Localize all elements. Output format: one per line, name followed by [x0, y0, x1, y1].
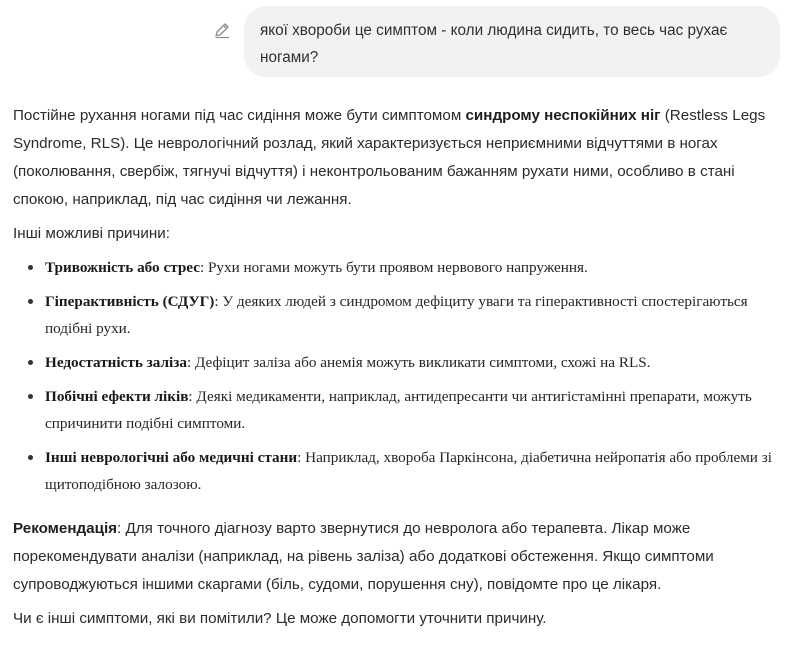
user-message-bubble: [244, 6, 780, 77]
list-item: [13, 254, 783, 281]
causes-intro: Інші можливі причини:: [13, 225, 170, 242]
cause-text: : Наприклад, хвороба Паркінсона, діабетична нейропатія або проблеми зі щитоподібною залозою.: [45, 449, 772, 493]
bullet-icon: [28, 299, 33, 304]
follow-up-question: Чи є інші симптоми, які ви помітили? Це може допомогти уточнити причину.: [13, 610, 547, 627]
bullet-icon: [28, 265, 33, 270]
causes-list: [13, 254, 783, 498]
cause-title: Інші неврологічні або медичні стани: [45, 449, 298, 466]
recommendation-text: : Для точного діагнозу варто звернутися до невролога або терапевта. Лікар може порекомендувати аналізи (наприклад, на рівень заліза) або додаткові обстеження. Якщо симптоми супроводжуються іншими скаргами (біль, судоми, порушення сну), повідомте про це лікаря.: [13, 520, 714, 593]
cause-title: Тривожність або стрес: [45, 259, 200, 276]
pencil-icon[interactable]: [212, 20, 232, 40]
list-item: [13, 288, 783, 342]
intro-bold-term: синдрому неспокійних ніг: [465, 107, 661, 124]
recommendation-label: Рекомендація: [13, 520, 118, 537]
intro-text-start: Постійне рухання ногами під час сидіння може бути симптомом: [13, 107, 466, 124]
cause-title: Побічні ефекти ліків: [45, 388, 189, 405]
cause-text: : У деяких людей з синдромом дефіциту уваги та гіперактивності спостерігаються подібні рухи.: [45, 293, 748, 337]
cause-text: : Дефіцит заліза або анемія можуть викликати симптоми, схожі на RLS.: [186, 354, 651, 371]
cause-text: : Рухи ногами можуть бути проявом нервового напруження.: [199, 259, 588, 276]
bullet-icon: [28, 360, 33, 365]
list-item: [13, 383, 783, 437]
cause-title: Гіперактивність (СДУГ): [45, 293, 215, 310]
answer-intro-paragraph: [13, 102, 783, 214]
assistant-answer: [13, 102, 783, 633]
bullet-icon: [28, 455, 33, 460]
recommendation-paragraph: [13, 515, 783, 599]
list-item: [13, 349, 783, 376]
cause-title: Недостатність заліза: [45, 354, 187, 371]
intro-text-end: (Restless Legs Syndrome, RLS). Це неврологічний розлад, який характеризується неприємними відчуттями в ногах (поколювання, свербіж, тягнучі відчуття) і неконтрольованим бажанням рухати ними, особливо в стані спокою, наприклад, під час сидіння чи лежання.: [13, 107, 766, 208]
user-message-line-2: ногами?: [260, 49, 319, 66]
user-message-row: [0, 6, 786, 78]
bullet-icon: [28, 394, 33, 399]
list-item: [13, 444, 783, 498]
user-message-line-1: якої хвороби це симптом - коли людина сидить, то весь час рухає: [260, 22, 728, 39]
cause-text: : Деякі медикаменти, наприклад, антидепресанти чи антигістамінні препарати, можуть спричинити подібні симптоми.: [45, 388, 752, 432]
